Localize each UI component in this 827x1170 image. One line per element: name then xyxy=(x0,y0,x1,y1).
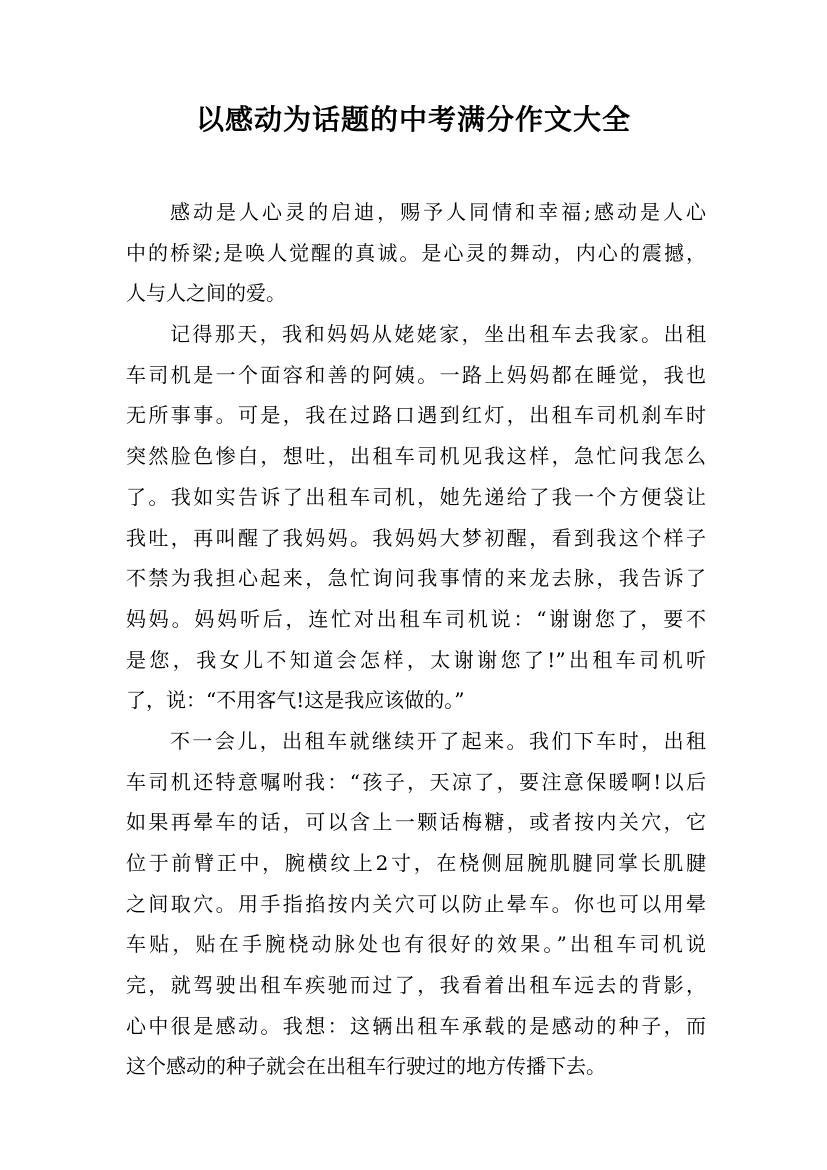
text-line: 完，就驾驶出租车疾驰而过了，我看着出租车远去的背影， xyxy=(126,973,706,998)
text-line: 中的桥梁;是唤人觉醒的真诚。是心灵的舞动，内心的震撼， xyxy=(126,240,706,265)
text-line: 无所事事。可是，我在过路口遇到红灯，出租车司机刹车时 xyxy=(126,403,706,428)
text-line: 之间取穴。用手指掐按内关穴可以防止晕车。你也可以用晕 xyxy=(126,891,706,916)
text-line: 了，说：“不用客气!这是我应该做的。” xyxy=(126,688,465,713)
text-line: 这个感动的种子就会在出租车行驶过的地方传播下去。 xyxy=(126,1054,606,1079)
text-line: 车贴，贴在手腕桡动脉处也有很好的效果。”出租车司机说 xyxy=(126,932,706,957)
text-line: 感动是人心灵的启迪，赐予人同情和幸福;感动是人心 xyxy=(170,200,706,224)
text-line: 不禁为我担心起来，急忙询问我事情的来龙去脉，我告诉了 xyxy=(126,566,706,591)
text-line: 了。我如实告诉了出租车司机，她先递给了我一个方便袋让 xyxy=(126,484,706,509)
text-line: 车司机是一个面容和善的阿姨。一路上妈妈都在睡觉，我也 xyxy=(126,362,706,387)
text-line: 如果再晕车的话，可以含上一颗话梅糖，或者按内关穴，它 xyxy=(126,810,706,835)
page-title: 以感动为话题的中考满分作文大全 xyxy=(195,103,631,136)
text-line: 心中很是感动。我想：这辆出租车承载的是感动的种子，而 xyxy=(126,1013,706,1038)
text-line: 我吐，再叫醒了我妈妈。我妈妈大梦初醒，看到我这个样子 xyxy=(126,525,706,550)
essay-body xyxy=(126,192,706,1087)
text-line: 不一会儿，出租车就继续开了起来。我们下车时，出租 xyxy=(170,728,706,753)
text-line: 位于前臂正中，腕横纹上2寸，在桡侧屈腕肌腱同掌长肌腱 xyxy=(126,851,706,875)
text-line: 人与人之间的爱。 xyxy=(126,281,286,306)
text-line: 妈妈。妈妈听后，连忙对出租车司机说：“谢谢您了，要不 xyxy=(126,606,706,631)
paragraph-3 xyxy=(126,721,706,1087)
text-line: 车司机还特意嘱咐我：“孩子，天凉了，要注意保暖啊!以后 xyxy=(126,769,706,794)
text-line: 是您，我女儿不知道会怎样，太谢谢您了!”出租车司机听 xyxy=(126,647,706,672)
text-line: 记得那天，我和妈妈从姥姥家，坐出租车去我家。出租 xyxy=(170,322,706,347)
text-line: 突然脸色惨白，想吐，出租车司机见我这样，急忙问我怎么 xyxy=(126,444,706,469)
paragraph-1 xyxy=(126,192,706,314)
paragraph-2 xyxy=(126,314,706,721)
